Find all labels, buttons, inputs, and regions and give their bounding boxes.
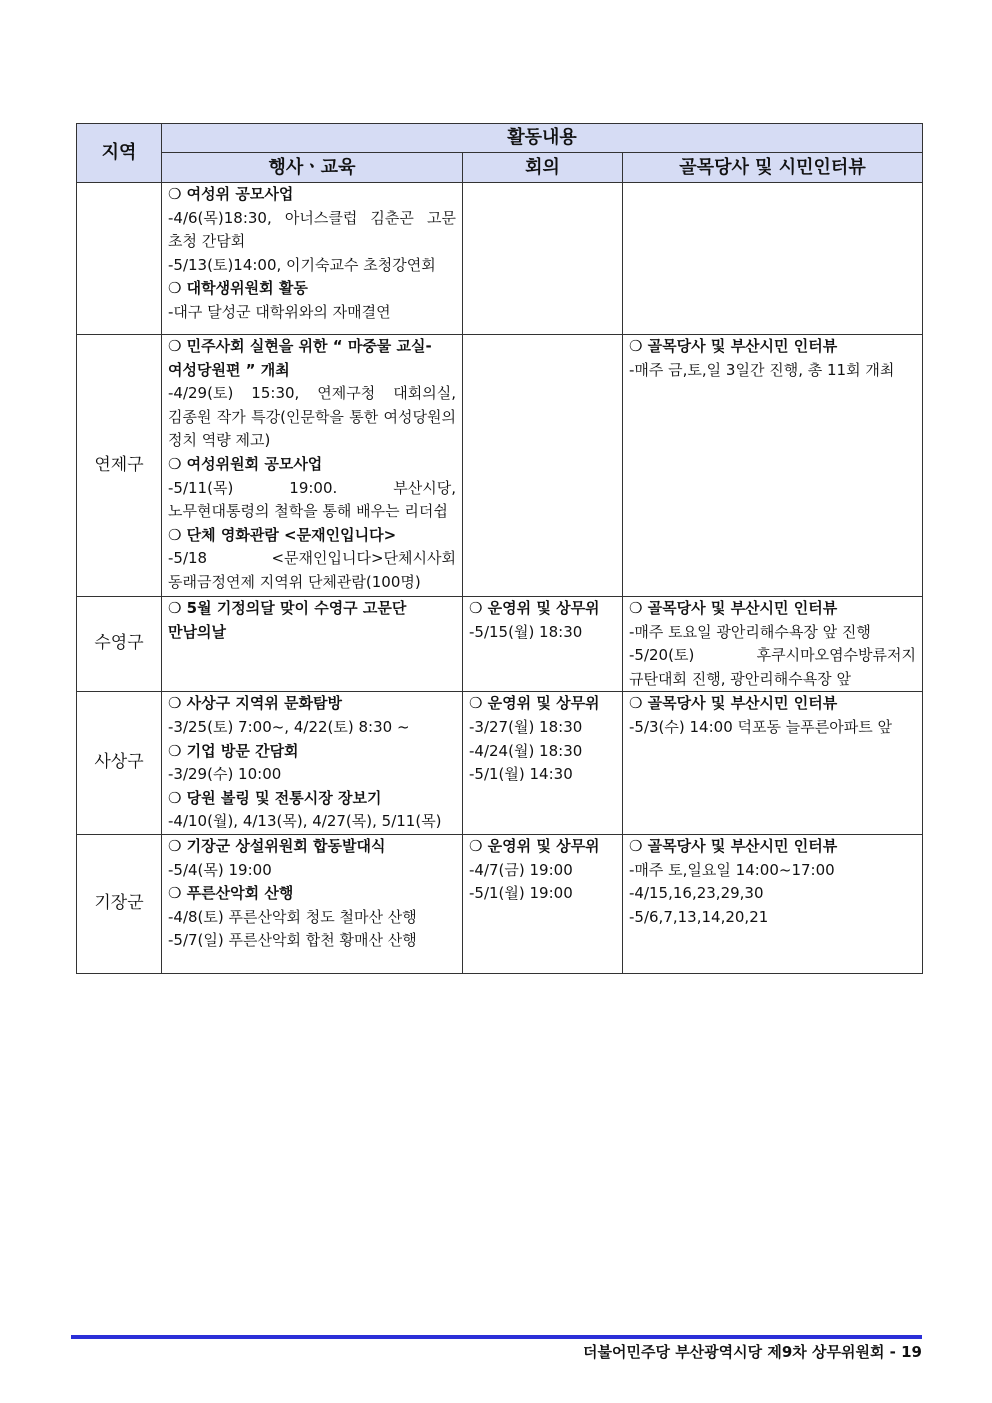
table-row bbox=[77, 597, 923, 692]
region-cell: 사상구 bbox=[77, 692, 162, 835]
item-heading: ❍ 골목당사 및 부산시민 인터뷰 bbox=[629, 836, 838, 855]
item-detail: -5/18 <문재인입니다>단체시사회 동래금정연제 지역위 단체관람(100명) bbox=[168, 549, 456, 591]
item-heading: ❍ 당원 볼링 및 전통시장 장보기 bbox=[168, 788, 382, 807]
item-detail: -4/6(목)18:30, 아너스클럽 김춘곤 고문 초청 간담회 bbox=[168, 208, 456, 251]
item-heading: ❍ 5월 기정의달 맞이 수영구 고문단 만남의날 bbox=[168, 599, 407, 641]
region-cell bbox=[77, 183, 162, 335]
item-heading: ❍ 운영위 및 상무위 bbox=[469, 599, 600, 617]
item-detail: -대구 달성군 대학위와의 자매결연 bbox=[168, 302, 391, 321]
region-cell: 연제구 bbox=[77, 335, 162, 597]
meeting-cell bbox=[463, 692, 623, 835]
interview-cell bbox=[623, 692, 923, 835]
interview-cell bbox=[623, 183, 923, 335]
item-heading: ❍ 골목당사 및 부산시민 인터뷰 bbox=[629, 694, 838, 713]
item-heading: ❍ 운영위 및 상무위 bbox=[469, 694, 600, 713]
item-heading: ❍ 대학생위원회 활동 bbox=[168, 279, 308, 298]
item-heading: ❍ 여성위 공모사업 bbox=[168, 185, 294, 203]
item-detail: -4/8(토) 푸른산악회 청도 철마산 산행 bbox=[168, 907, 417, 926]
footer-divider bbox=[71, 1335, 922, 1339]
table-row bbox=[77, 335, 923, 597]
item-detail: -5/20(토) 후쿠시마오염수방류저지 규탄대회 진행, 광안리해수욕장 앞 bbox=[629, 646, 917, 688]
item-heading: ❍ 기업 방문 간담회 bbox=[168, 741, 299, 760]
meeting-header: 회의 bbox=[463, 153, 623, 183]
item-detail: -매주 토,일요일 14:00~17:00 bbox=[629, 860, 835, 879]
events-cell bbox=[162, 834, 463, 973]
events-cell bbox=[162, 597, 463, 692]
item-detail: -5/11(목) 19:00. 부산시당, 노무현대통령의 철학을 통해 배우는 리더쉽 bbox=[168, 478, 456, 521]
table-row bbox=[77, 692, 923, 835]
item-heading: ❍ 골목당사 및 부산시민 인터뷰 bbox=[629, 599, 838, 617]
item-heading: ❍ 기장군 상설위원회 합동발대식 bbox=[168, 836, 386, 855]
activity-table-body bbox=[77, 183, 923, 974]
table-row bbox=[77, 183, 923, 335]
interview-cell bbox=[623, 834, 923, 973]
item-detail: -4/29(토) 15:30, 연제구청 대회의실, 김종원 작가 특강(인문학을 통한 여성당원의 정치 역량 제고) bbox=[168, 384, 456, 450]
meeting-cell bbox=[463, 183, 623, 335]
interview-header: 골목당사 및 시민인터뷰 bbox=[623, 153, 923, 183]
interview-cell bbox=[623, 335, 923, 597]
item-heading: ❍ 골목당사 및 부산시민 인터뷰 bbox=[629, 337, 838, 355]
item-detail: -매주 토요일 광안리해수욕장 앞 진행 bbox=[629, 622, 871, 641]
events-cell bbox=[162, 183, 463, 335]
item-detail: -5/15(월) 18:30 bbox=[469, 622, 583, 641]
item-detail: -5/6,7,13,14,20,21 bbox=[629, 907, 769, 926]
item-detail: -매주 금,토,일 3일간 진행, 총 11회 개최 bbox=[629, 360, 895, 379]
item-detail: -4/24(월) 18:30 bbox=[469, 741, 583, 760]
item-heading: ❍ 단체 영화관람 <문재인입니다> bbox=[168, 525, 397, 544]
item-heading: ❍ 민주사회 실현을 위한 “ 마중물 교실-여성당원편 ” 개최 bbox=[168, 337, 432, 379]
meeting-cell bbox=[463, 597, 623, 692]
item-detail: -4/15,16,23,29,30 bbox=[629, 884, 764, 903]
events-header: 행사ㆍ교육 bbox=[162, 153, 463, 183]
interview-cell bbox=[623, 597, 923, 692]
item-detail: -5/1(월) 19:00 bbox=[469, 884, 573, 903]
activity-table bbox=[76, 123, 923, 974]
item-detail: -5/1(월) 14:30 bbox=[469, 765, 573, 784]
region-cell: 수영구 bbox=[77, 597, 162, 692]
region-header: 지역 bbox=[77, 124, 162, 183]
events-cell bbox=[162, 692, 463, 835]
item-detail: -5/13(토)14:00, 이기숙교수 초청강연회 bbox=[168, 255, 436, 274]
item-detail: -3/25(토) 7:00~, 4/22(토) 8:30 ~ bbox=[168, 717, 410, 736]
item-heading: ❍ 운영위 및 상무위 bbox=[469, 836, 600, 855]
item-heading: ❍ 푸른산악회 산행 bbox=[168, 884, 294, 903]
item-detail: -4/7(금) 19:00 bbox=[469, 860, 573, 879]
item-detail: -5/3(수) 14:00 덕포동 늘푸른아파트 앞 bbox=[629, 717, 892, 736]
events-cell bbox=[162, 335, 463, 597]
table-row bbox=[77, 834, 923, 973]
item-detail: -5/4(목) 19:00 bbox=[168, 860, 272, 879]
meeting-cell bbox=[463, 335, 623, 597]
item-detail: -3/29(수) 10:00 bbox=[168, 765, 282, 784]
meeting-cell bbox=[463, 834, 623, 973]
footer-text: 더불어민주당 부산광역시당 제9차 상무위원회 - 19 bbox=[583, 1343, 922, 1361]
region-cell: 기장군 bbox=[77, 834, 162, 973]
item-heading: ❍ 사상구 지역위 문화탐방 bbox=[168, 694, 343, 713]
activity-header: 활동내용 bbox=[162, 124, 923, 153]
item-heading: ❍ 여성위원회 공모사업 bbox=[168, 454, 323, 473]
item-detail: -5/7(일) 푸른산악회 합천 황매산 산행 bbox=[168, 931, 417, 950]
item-detail: -4/10(월), 4/13(목), 4/27(목), 5/11(목) bbox=[168, 812, 442, 831]
item-detail: -3/27(월) 18:30 bbox=[469, 717, 583, 736]
